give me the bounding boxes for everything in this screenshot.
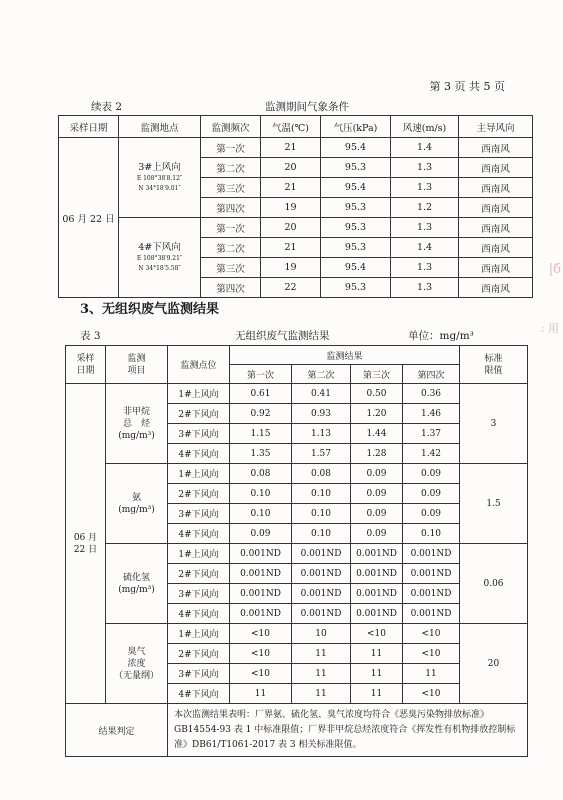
location-name: 4#下风向 (138, 242, 181, 253)
t2-cell: 0.10 (292, 484, 351, 504)
t2-std: 3 (460, 384, 528, 464)
t1-cell: 西南风 (459, 198, 533, 218)
t2-cell: 0.10 (230, 484, 292, 504)
t2-header: 标准 限值 (460, 346, 528, 384)
t1-cell: 95.3 (321, 198, 391, 218)
t1-cell: 第二次 (201, 238, 261, 258)
t2-item: 氨 (mg/m³) (106, 464, 168, 544)
t2-cell: 1.37 (403, 424, 460, 444)
t2-cell: 0.001ND (351, 604, 403, 624)
t1-cell: 95.3 (321, 278, 391, 298)
t1-cell: 95.4 (321, 258, 391, 278)
t2-cell: 1.15 (230, 424, 292, 444)
t2-point: 1#上风向 (168, 624, 230, 644)
t2-cell: 0.09 (351, 464, 403, 484)
t1-cell: 第四次 (201, 198, 261, 218)
t2-cell: 0.50 (351, 384, 403, 404)
t2-cell: 0.001ND (292, 604, 351, 624)
t2-header: 第二次 (292, 365, 351, 384)
t2-cell: 0.09 (403, 504, 460, 524)
t1-header: 监测频次 (201, 116, 261, 138)
t2-cell: 11 (403, 664, 460, 684)
t2-cell: <10 (403, 644, 460, 664)
t2-point: 2#下风向 (168, 564, 230, 584)
t2-cell: 0.09 (403, 484, 460, 504)
t1-cell: 20 (261, 158, 321, 178)
t2-item: 臭气 浓度 （无量纲） (106, 624, 168, 704)
t2-cell: 11 (351, 644, 403, 664)
t2-cell: 0.09 (351, 524, 403, 544)
t2-std: 0.06 (460, 544, 528, 624)
t1-cell: 第三次 (201, 258, 261, 278)
t2-cell: 1.28 (351, 444, 403, 464)
stamp-mark: |б (548, 262, 561, 277)
t2-point: 4#下风向 (168, 524, 230, 544)
t1-cell: 1.3 (391, 178, 459, 198)
t1-cell: 1.3 (391, 218, 459, 238)
t1-cell: 19 (261, 258, 321, 278)
t1-location (119, 138, 201, 218)
t2-cell: 0.09 (351, 504, 403, 524)
t2-cell: 0.92 (230, 404, 292, 424)
t2-cell: <10 (403, 624, 460, 644)
t1-cell: 西南风 (459, 258, 533, 278)
t1-cell: 1.4 (391, 138, 459, 158)
t2-cell: 1.57 (292, 444, 351, 464)
t2-cell: 0.001ND (351, 564, 403, 584)
t2-cell: 11 (230, 684, 292, 704)
t1-cell: 21 (261, 138, 321, 158)
table2-label: 表 3 (80, 330, 101, 342)
table2-unit: 单位：mg/m³ (408, 330, 474, 342)
t2-cell: <10 (403, 684, 460, 704)
location-n: N 34°18′5.58″ (138, 265, 181, 272)
t2-header: 监测点位 (168, 346, 230, 384)
t2-cell: 11 (351, 664, 403, 684)
t2-cell: 0.001ND (292, 544, 351, 564)
t2-point: 3#下风向 (168, 424, 230, 444)
location-e: E 108°38′9.21″ (136, 255, 183, 262)
t2-cell: 11 (292, 644, 351, 664)
t2-point: 4#下风向 (168, 604, 230, 624)
location-name: 3#上风向 (138, 162, 181, 173)
t2-cell: 0.001ND (292, 564, 351, 584)
t2-cell: 0.08 (292, 464, 351, 484)
t1-date: 06 月 22 日 (59, 138, 119, 298)
t1-header: 气压(kPa) (321, 116, 391, 138)
t2-cell: 1.44 (351, 424, 403, 444)
t2-item: 硫化氢 (mg/m³) (106, 544, 168, 624)
t2-point: 1#上风向 (168, 384, 230, 404)
t2-cell: 0.001ND (403, 584, 460, 604)
t2-cell: 11 (351, 684, 403, 704)
t1-cell: 第一次 (201, 138, 261, 158)
t2-cell: 0.09 (351, 484, 403, 504)
t1-cell: 95.3 (321, 238, 391, 258)
t2-cell: 0.09 (403, 464, 460, 484)
t2-cell: 11 (292, 684, 351, 704)
t2-cell: 0.001ND (230, 584, 292, 604)
t2-cell: 0.10 (230, 504, 292, 524)
t1-cell: 西南风 (459, 278, 533, 298)
t2-point: 2#下风向 (168, 644, 230, 664)
t1-cell: 20 (261, 218, 321, 238)
t1-header: 风速(m/s) (391, 116, 459, 138)
t2-std: 20 (460, 624, 528, 704)
location-n: N 34°18′9.01″ (138, 185, 181, 192)
t2-conclusion-label: 结果判定 (66, 704, 168, 757)
section-title: 3、无组织废气监测结果 (80, 302, 220, 317)
t1-cell: 21 (261, 238, 321, 258)
t1-cell: 西南风 (459, 178, 533, 198)
t2-cell: 0.001ND (403, 564, 460, 584)
t1-cell: 1.2 (391, 198, 459, 218)
t2-cell: 0.09 (230, 524, 292, 544)
t2-std: 1.5 (460, 464, 528, 544)
t2-cell: <10 (230, 644, 292, 664)
emission-table (65, 345, 528, 757)
t2-header: 第三次 (351, 365, 403, 384)
t2-cell: 0.08 (230, 464, 292, 484)
t1-cell: 西南风 (459, 138, 533, 158)
t2-point: 2#下风向 (168, 404, 230, 424)
t2-cell: 0.93 (292, 404, 351, 424)
t1-cell: 1.3 (391, 158, 459, 178)
t1-cell: 95.4 (321, 138, 391, 158)
t2-cell: 0.001ND (351, 544, 403, 564)
t2-cell: 0.10 (292, 504, 351, 524)
t1-cell: 西南风 (459, 158, 533, 178)
t1-cell: 19 (261, 198, 321, 218)
t1-cell: 1.3 (391, 258, 459, 278)
t2-point: 1#上风向 (168, 544, 230, 564)
t1-cell: 95.4 (321, 178, 391, 198)
t2-cell: 0.001ND (230, 564, 292, 584)
t2-point: 4#下风向 (168, 684, 230, 704)
t2-point: 3#下风向 (168, 584, 230, 604)
location-e: E 108°38′8.12″ (136, 175, 183, 182)
t1-location (119, 218, 201, 298)
t2-cell: 0.41 (292, 384, 351, 404)
t1-cell: 21 (261, 178, 321, 198)
t1-cell: 第四次 (201, 278, 261, 298)
t1-cell: 95.3 (321, 158, 391, 178)
t1-cell: 1.3 (391, 278, 459, 298)
t2-item: 非甲烷 总 烃 (mg/m³) (106, 384, 168, 464)
t2-point: 2#下风向 (168, 484, 230, 504)
t2-date: 06 月 22 日 (66, 384, 106, 704)
t2-cell: 1.42 (403, 444, 460, 464)
t2-point: 3#下风向 (168, 504, 230, 524)
weather-table (58, 115, 533, 298)
t2-cell: 0.001ND (403, 604, 460, 624)
t2-header: 采样 日期 (66, 346, 106, 384)
t2-cell: 0.61 (230, 384, 292, 404)
t2-cell: 0.001ND (351, 584, 403, 604)
t1-cell: 西南风 (459, 238, 533, 258)
t2-cell: 0.10 (292, 524, 351, 544)
t1-cell: 第二次 (201, 158, 261, 178)
t1-cell: 1.4 (391, 238, 459, 258)
t2-header: 监测结果 (230, 346, 460, 365)
t2-header: 第四次 (403, 365, 460, 384)
t2-cell: 1.20 (351, 404, 403, 424)
t2-cell: 1.35 (230, 444, 292, 464)
t2-conclusion: 本次监测结果表明：厂界氨、硫化氢、臭气浓度均符合《恶臭污染物排放标准》GB14554-93 表 1 中标准限值；厂界非甲烷总烃浓度符合《挥发性有机物排放控制标准》DB61/T1061-2017 表 3 相关标准限值。 (168, 704, 528, 757)
t1-cell: 西南风 (459, 218, 533, 238)
t2-point: 4#下风向 (168, 444, 230, 464)
t2-cell: 0.10 (403, 524, 460, 544)
page-number: 第 3 页 共 5 页 (429, 80, 505, 93)
t1-cell: 第一次 (201, 218, 261, 238)
t2-cell: <10 (230, 664, 292, 684)
t1-cell: 95.3 (321, 218, 391, 238)
table1-title: 监测期间气象条件 (265, 101, 349, 113)
t1-header: 主导风向 (459, 116, 533, 138)
t2-point: 3#下风向 (168, 664, 230, 684)
t2-cell: 1.46 (403, 404, 460, 424)
table1-label: 续表 2 (91, 101, 123, 113)
stamp-mark: : 用 (540, 322, 559, 335)
t2-point: 1#上风向 (168, 464, 230, 484)
t2-header: 第一次 (230, 365, 292, 384)
t1-cell: 第三次 (201, 178, 261, 198)
t2-cell: 1.13 (292, 424, 351, 444)
t1-cell: 22 (261, 278, 321, 298)
t2-cell: 0.001ND (292, 584, 351, 604)
t2-cell: 0.001ND (230, 604, 292, 624)
t2-header: 监测 项目 (106, 346, 168, 384)
t1-header: 气温(℃) (261, 116, 321, 138)
t2-cell: <10 (230, 624, 292, 644)
t2-cell: 10 (292, 624, 351, 644)
t1-header: 监测地点 (119, 116, 201, 138)
t2-cell: 0.001ND (230, 544, 292, 564)
t2-cell: 0.001ND (403, 544, 460, 564)
t2-cell: 11 (292, 664, 351, 684)
table2-title: 无组织废气监测结果 (235, 330, 330, 342)
t1-header: 采样日期 (59, 116, 119, 138)
t2-cell: 0.36 (403, 384, 460, 404)
t2-cell: <10 (351, 624, 403, 644)
